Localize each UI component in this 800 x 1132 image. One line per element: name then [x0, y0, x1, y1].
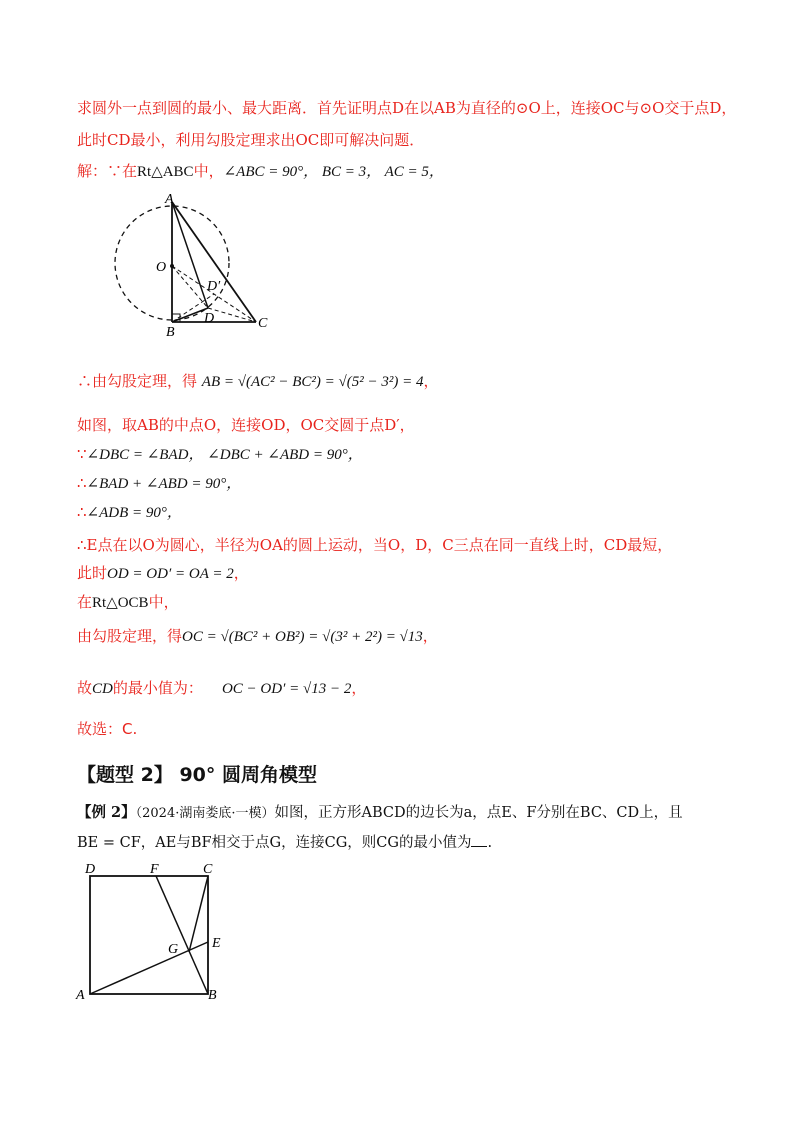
min-value-suffix: ，	[351, 679, 367, 697]
triangle-abc: Rt△ABC	[137, 164, 194, 180]
solution-line-min-value	[77, 677, 366, 700]
segment-ad	[172, 202, 208, 308]
analysis-line-2: 此时CD最小，利用勾股定理求出OC即可解决问题．	[77, 131, 425, 149]
example-text-2: BE = CF，AE与BF相交于点G，连接CG，则CG的最小值为	[77, 835, 472, 851]
example-line-2	[77, 832, 492, 854]
min-value-label: 的最小值为：	[112, 679, 203, 697]
answer-blank	[471, 834, 487, 847]
therefore-symbol-1: ∴	[77, 474, 87, 492]
label-a: A	[165, 192, 174, 207]
radius-equation: OD = OD′ = OA = 2	[107, 566, 234, 582]
in-prefix: 在	[77, 593, 93, 611]
triangle-ocb: Rt△OCB	[92, 595, 149, 611]
solution-line-triangle-ocb	[77, 591, 179, 614]
example-text-1: 如图，正方形ABCD的边长为a，点E、F分别在BC、CD上，且	[274, 805, 683, 821]
therefore-symbol-2: ∴	[77, 503, 87, 521]
label-d-prime: D′	[207, 279, 221, 294]
label-a: A	[76, 988, 85, 1003]
solution-line-pythag-oc	[77, 625, 438, 648]
segment-cg	[189, 876, 208, 952]
angle-relations: ∠DBC = ∠BAD， ∠DBC + ∠ABD = 90°，	[86, 447, 363, 463]
because-symbol: ∵	[77, 445, 87, 463]
radius-prefix: 此时	[77, 564, 108, 582]
ab-equation: AB = √(AC² − BC²) = √(5² − 3²) = 4	[201, 374, 424, 390]
cd-symbol: CD	[92, 681, 113, 697]
solution-line-angle-sum	[77, 472, 241, 495]
solution-line-midpoint: 如图，取AB的中点O，连接OD，OC交圆于点D′，	[77, 416, 415, 434]
label-g: G	[168, 942, 179, 957]
pythag-oc-prefix: 由勾股定理，得	[77, 627, 183, 645]
pythag-oc-suffix: ，	[422, 627, 438, 645]
label-e: E	[212, 936, 221, 951]
figure-square	[74, 858, 234, 1008]
solution-mid: 中，	[193, 162, 224, 180]
label-c: C	[258, 316, 268, 331]
example-line-1	[77, 802, 683, 825]
segment-dc-dashed	[208, 308, 256, 322]
label-o: O	[156, 260, 167, 275]
angle-sum: ∠BAD + ∠ABD = 90°，	[86, 476, 242, 492]
angle-adb: ∠ADB = 90°，	[86, 505, 182, 521]
label-d: D	[85, 862, 96, 877]
solution-line-radius	[77, 562, 249, 585]
label-c: C	[203, 862, 213, 877]
given-values: ∠ABC = 90°， BC = 3， AC = 5，	[223, 164, 444, 180]
radius-suffix: ，	[233, 564, 249, 582]
solution-line-right-angle	[77, 501, 182, 524]
analysis-line-1: 求圆外一点到圆的最小、最大距离．首先证明点D在以AB为直径的⊙O上，连接OC与⊙O交于点D，	[77, 99, 737, 117]
figure-circle-triangle	[108, 190, 288, 340]
answer-choice: 故选：C.	[77, 720, 138, 738]
segment-ac	[172, 202, 256, 322]
segment-bf	[156, 876, 208, 994]
square-abcd	[90, 876, 208, 994]
so-prefix: 故	[77, 679, 93, 697]
pythag-suffix: ，	[423, 372, 439, 390]
min-value-equation: OC − OD′ = √13 − 2	[221, 681, 352, 697]
solution-line-pythag-ab	[77, 370, 439, 393]
in-suffix: 中，	[148, 593, 179, 611]
label-f: F	[150, 862, 159, 877]
label-b: B	[166, 325, 175, 340]
label-b: B	[208, 988, 217, 1003]
solution-line-given	[77, 160, 444, 183]
label-d: D	[204, 311, 215, 326]
example-end: .	[487, 835, 493, 851]
solution-line-angles	[77, 443, 363, 466]
pythag-prefix: ∴由勾股定理，得	[77, 372, 198, 390]
solution-line-locus: ∴E点在以O为圆心，半径为OA的圆上运动，当O，D，C三点在同一直线上时，CD最短，	[77, 536, 673, 554]
solution-prefix: 解：∵在	[77, 162, 138, 180]
oc-equation: OC = √(BC² + OB²) = √(3² + 2²) = √13	[182, 629, 423, 645]
example-label: 【例 2】	[77, 804, 136, 821]
point-o	[170, 264, 174, 268]
example-source: （2024·湖南娄底·一模）	[135, 806, 275, 821]
section-title: 【题型 2】 90° 圆周角模型	[77, 764, 318, 786]
